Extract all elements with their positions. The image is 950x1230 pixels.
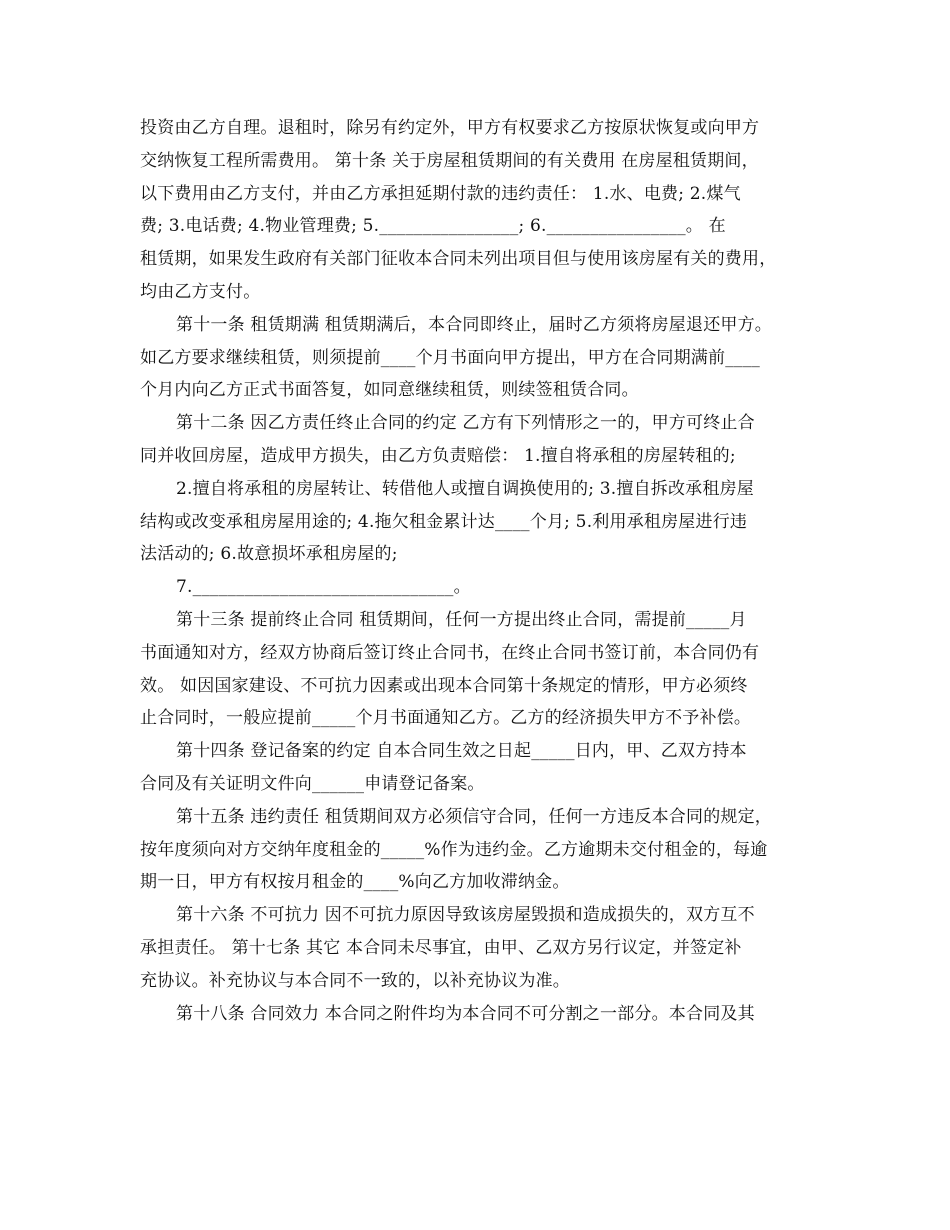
text-line: 7.______________________________。	[176, 577, 471, 598]
text-line: 个月内向乙方正式书面答复，如同意继续租赁，则续签租赁合同。	[140, 380, 639, 401]
text-line: 承担责任。 第十七条 其它 本合同未尽事宜，由甲、乙双方另行议定，并签定补	[140, 937, 742, 958]
text-line: 第十二条 因乙方责任终止合同的约定 乙方有下列情形之一的，甲方可终止合	[176, 413, 755, 434]
document-body	[140, 112, 816, 1030]
text-line: 2.擅自将承租的房屋转让、转借他人或擅自调换使用的; 3.擅自拆改承租房屋	[176, 478, 754, 499]
text-line: 法活动的; 6.故意损坏承租房屋的;	[140, 544, 398, 565]
text-line: 以下费用由乙方支付，并由乙方承担延期付款的违约责任： 1.水、电费; 2.煤气	[140, 183, 741, 204]
text-line: 租赁期，如果发生政府有关部门征收本合同未列出项目但与使用该房屋有关的费用，	[140, 249, 777, 270]
text-line: 均由乙方支付。	[140, 281, 261, 302]
text-line: 第十五条 违约责任 租赁期间双方必须信守合同，任何一方违反本合同的规定，	[176, 806, 773, 827]
text-line: 结构或改变承租房屋用途的; 4.拖欠租金累计达____个月; 5.利用承租房屋进行违	[140, 511, 748, 532]
text-line: 第十八条 合同效力 本合同之附件均为本合同不可分割之一部分。本合同及其	[176, 1003, 755, 1024]
text-line: 期一日，甲方有权按月租金的____%向乙方加收滞纳金。	[140, 872, 570, 893]
text-line: 费; 3.电话费; 4.物业管理费; 5.________________; 6.________________。 在	[140, 216, 726, 237]
text-line: 同并收回房屋，造成甲方损失，由乙方负责赔偿： 1.擅自将承租的房屋转租的;	[140, 445, 736, 466]
text-line: 第十四条 登记备案的约定 自本合同生效之日起_____日内，甲、乙双方持本	[176, 741, 747, 762]
text-line: 交纳恢复工程所需费用。 第十条 关于房屋租赁期间的有关费用 在房屋租赁期间，	[140, 150, 759, 171]
text-line: 第十一条 租赁期满 租赁期满后，本合同即终止，届时乙方须将房屋退还甲方。	[176, 314, 773, 335]
text-line: 合同及有关证明文件向______申请登记备案。	[140, 773, 485, 794]
text-line: 按年度须向对方交纳年度租金的_____%作为违约金。乙方逾期未交付租金的，每逾	[140, 839, 768, 860]
text-line: 充协议。补充协议与本合同不一致的，以补充协议为准。	[140, 970, 570, 991]
text-line: 投资由乙方自理。退租时，除另有约定外，甲方有权要求乙方按原状恢复或向甲方	[140, 118, 760, 138]
text-line: 书面通知对方，经双方协商后签订终止合同书，在终止合同书签订前，本合同仍有	[140, 642, 760, 663]
text-line: 第十六条 不可抗力 因不可抗力原因导致该房屋毁损和造成损失的，双方互不	[176, 905, 755, 926]
text-line: 第十三条 提前终止合同 租赁期间，任何一方提出终止合同，需提前_____月	[176, 609, 747, 630]
text-line: 如乙方要求继续租赁，则须提前____个月书面向甲方提出，甲方在合同期满前____	[140, 347, 760, 368]
text-line: 效。 如因国家建设、不可抗力因素或出现本合同第十条规定的情形，甲方必须终	[140, 675, 748, 696]
text-line: 止合同时，一般应提前_____个月书面通知乙方。乙方的经济损失甲方不予补偿。	[140, 708, 752, 729]
